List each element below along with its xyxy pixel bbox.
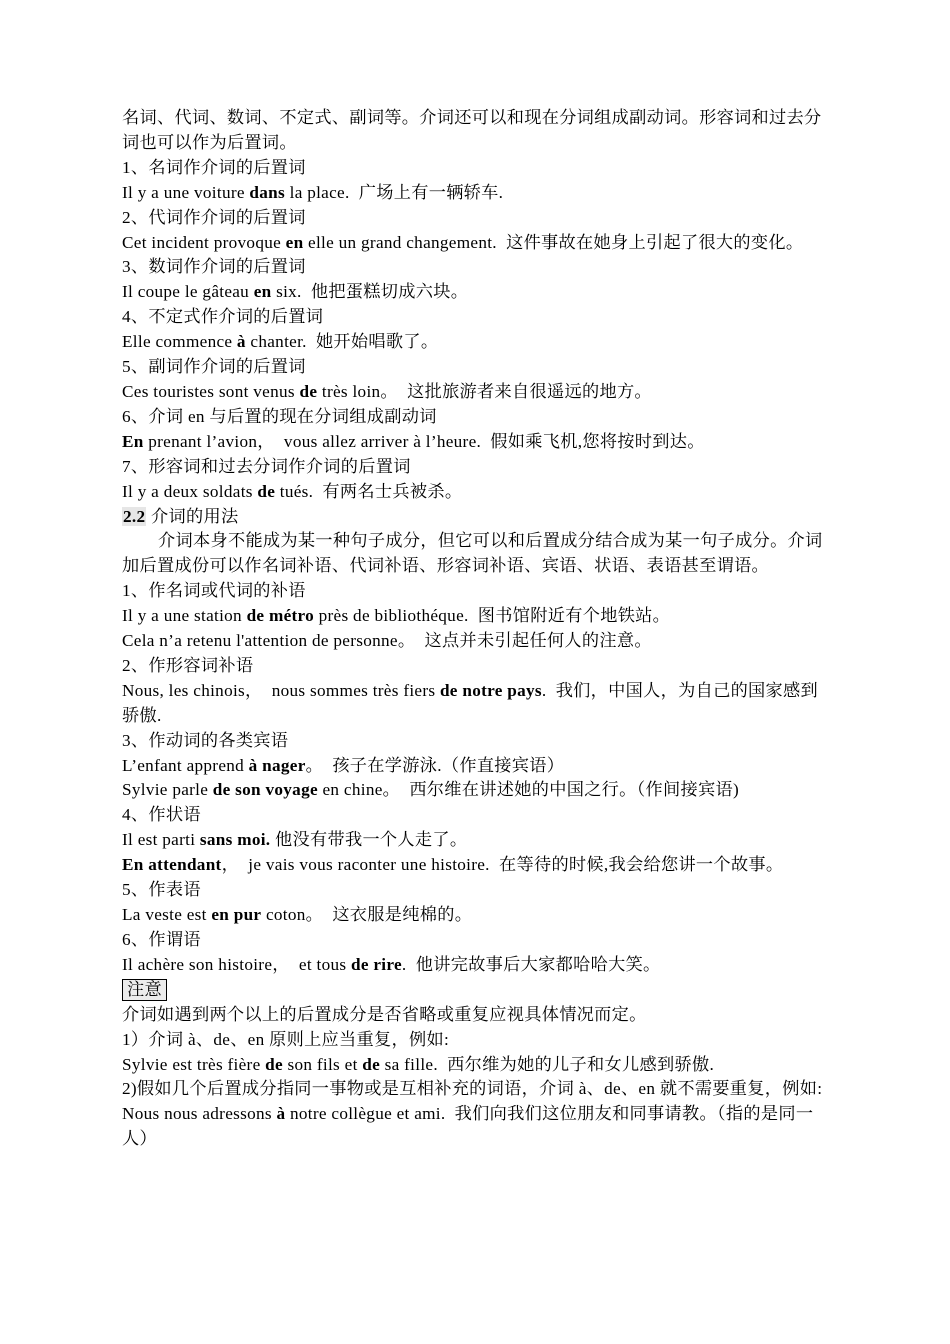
bold-phrase: de [299, 381, 318, 401]
text-span: Nous nous adressons [122, 1104, 277, 1124]
text-span: coton。 这衣服是纯棉的。 [261, 905, 473, 924]
bold-phrase: de notre pays [439, 680, 542, 700]
text-span: 1）介词 à、de、en 原则上应当重复，例如: [122, 1029, 450, 1049]
text-line [122, 330, 832, 355]
text-line [122, 579, 832, 604]
text-span: 4、作状语 [122, 805, 201, 825]
text-span: 1、作名词或代词的补语 [122, 581, 306, 601]
text-line [122, 629, 832, 654]
text-span: 3、作动词的各类宾语 [122, 730, 289, 750]
text-span: Elle commence [122, 332, 237, 352]
text-line [122, 305, 832, 330]
bold-phrase: En [122, 431, 144, 451]
text-line [122, 380, 832, 405]
document-body [122, 106, 832, 1152]
text-span: 3、数词作介词的后置词 [122, 257, 306, 277]
text-line [122, 455, 832, 480]
text-span: Il y a une voiture [122, 182, 250, 202]
text-line [122, 1077, 832, 1102]
bold-phrase: de [265, 1054, 283, 1074]
text-span: près de bibliothéque. 图书馆附近有个地铁站。 [314, 606, 671, 626]
text-span: Il achère son histoire， et tous [122, 954, 351, 974]
bold-phrase: En attendant [122, 855, 222, 875]
text-span: en chine。 西尔维在讲述她的中国之行。（作间接宾语) [317, 780, 740, 800]
text-span: . 我们，中国人，为自己的国家感到骄傲. [122, 680, 819, 725]
text-span: Ces touristes sont venus [122, 381, 300, 401]
text-span: 注意 [127, 979, 162, 999]
text-line [122, 1053, 832, 1078]
bold-phrase: de [362, 1054, 381, 1074]
text-span: tués. 有两名士兵被杀。 [275, 481, 463, 501]
text-line [122, 405, 832, 430]
text-span: Il y a une station [122, 606, 247, 626]
text-span: Sylvie est très fière [122, 1054, 266, 1074]
text-span: La veste est [122, 905, 212, 924]
note-label [122, 978, 832, 1003]
text-span: Cet incident provoque [122, 232, 286, 252]
text-span: très loin。 这批旅游者来自很遥远的地方。 [317, 381, 652, 401]
text-line [122, 853, 832, 878]
text-span: 2、作形容词补语 [122, 655, 254, 675]
text-span: Il coupe le gâteau [122, 282, 254, 302]
text-span: 介词如遇到两个以上的后置成分是否省略或重复应视具体情况而定。 [122, 1004, 647, 1024]
text-line [122, 953, 832, 978]
bold-phrase: dans [249, 182, 286, 202]
bold-phrase: en [285, 232, 304, 252]
text-line [122, 654, 832, 679]
text-span: son fils et [282, 1054, 363, 1074]
text-span: la place. 广场上有一辆轿车. [285, 182, 504, 202]
bold-phrase: de son voyage [212, 780, 318, 800]
bold-phrase: de [257, 481, 276, 501]
text-line [122, 355, 832, 380]
bold-phrase: à [276, 1104, 286, 1124]
text-line [122, 679, 832, 729]
text-line [122, 505, 832, 530]
bold-phrase: à nager [248, 755, 306, 775]
bold-phrase: à [236, 332, 246, 352]
text-span: 5、副词作介词的后置词 [122, 357, 306, 377]
text-span: Il y a deux soldats [122, 481, 258, 501]
text-span: ， je vais vous raconter une histoire. 在等待的时候,我会给您讲一个故事。 [221, 855, 784, 875]
text-line [122, 754, 832, 779]
text-line [122, 106, 832, 156]
text-span: notre collègue et ami. 我们向我们这位朋友和同事请教。（指的是同一人） [122, 1104, 814, 1149]
bold-phrase: en [253, 282, 272, 302]
section-number: 2.2 [123, 506, 146, 526]
text-line [122, 1102, 832, 1152]
bold-phrase: de métro [246, 606, 315, 626]
text-line [122, 1003, 832, 1028]
text-span: sa fille. 西尔维为她的儿子和女儿感到骄傲. [380, 1054, 715, 1074]
text-line [122, 828, 832, 853]
text-line [122, 156, 832, 181]
note-box [122, 979, 167, 1001]
text-span: 6、介词 en 与后置的现在分词组成副动词 [122, 406, 437, 426]
text-line [122, 430, 832, 455]
text-span: 介词本身不能成为某一种句子成分，但它可以和后置成分结合成为某一句子成分。介词加后置成份可以作名词补语、代词补语、形容词补语、宾语、状语、表语甚至谓语。 [122, 531, 823, 576]
text-line [122, 280, 832, 305]
text-line [122, 803, 832, 828]
text-line [122, 480, 832, 505]
text-span: 5、作表语 [122, 880, 201, 900]
text-span: 2、代词作介词的后置词 [122, 207, 306, 227]
text-span: 名词、代词、数词、不定式、副词等。介词还可以和现在分词组成副动词。形容词和过去分词也可以作为后置词。 [122, 108, 822, 152]
text-span: 6、作谓语 [122, 929, 201, 949]
text-span: Il est parti [122, 830, 200, 850]
text-line [122, 878, 832, 903]
text-span: L’enfant apprend [122, 755, 249, 775]
text-span: elle un grand changement. 这件事故在她身上引起了很大的变化。 [303, 232, 804, 252]
bold-phrase: de rire [350, 954, 402, 974]
text-line [122, 604, 832, 629]
text-line [122, 231, 832, 256]
text-span: 他没有带我一个人走了。 [270, 830, 468, 850]
text-line [122, 903, 832, 928]
text-span: 。 孩子在学游泳.（作直接宾语） [305, 755, 565, 775]
text-span: Sylvie parle [122, 780, 213, 800]
text-line [122, 529, 832, 579]
text-line [122, 181, 832, 206]
text-span: 介词的用法 [146, 506, 239, 526]
bold-phrase: en pur [211, 905, 262, 924]
text-line [122, 206, 832, 231]
text-span: . 他讲完故事后大家都哈哈大笑。 [401, 954, 661, 974]
text-line [122, 1028, 832, 1053]
text-span: 1、名词作介词的后置词 [122, 157, 306, 177]
text-line [122, 729, 832, 754]
text-line [122, 255, 832, 280]
text-line [122, 928, 832, 953]
text-span: six. 他把蛋糕切成六块。 [271, 282, 469, 302]
text-span: prenant l’avion， vous allez arriver à l’heure. 假如乘飞机,您将按时到达。 [143, 431, 705, 451]
bold-phrase: sans moi. [199, 830, 271, 850]
text-span: 7、形容词和过去分词作介词的后置词 [122, 456, 411, 476]
text-span: 4、不定式作介词的后置词 [122, 307, 324, 327]
text-span: 2)假如几个后置成分指同一事物或是互相补充的词语，介词 à、de、en 就不需要重复，例如: [122, 1079, 823, 1099]
text-span: chanter. 她开始唱歌了。 [245, 332, 439, 352]
text-span: Cela n’a retenu l'attention de personne。 这点并未引起任何人的注意。 [122, 631, 652, 651]
text-line [122, 778, 832, 803]
text-span: Nous, les chinois， nous sommes très fiers [122, 680, 440, 700]
